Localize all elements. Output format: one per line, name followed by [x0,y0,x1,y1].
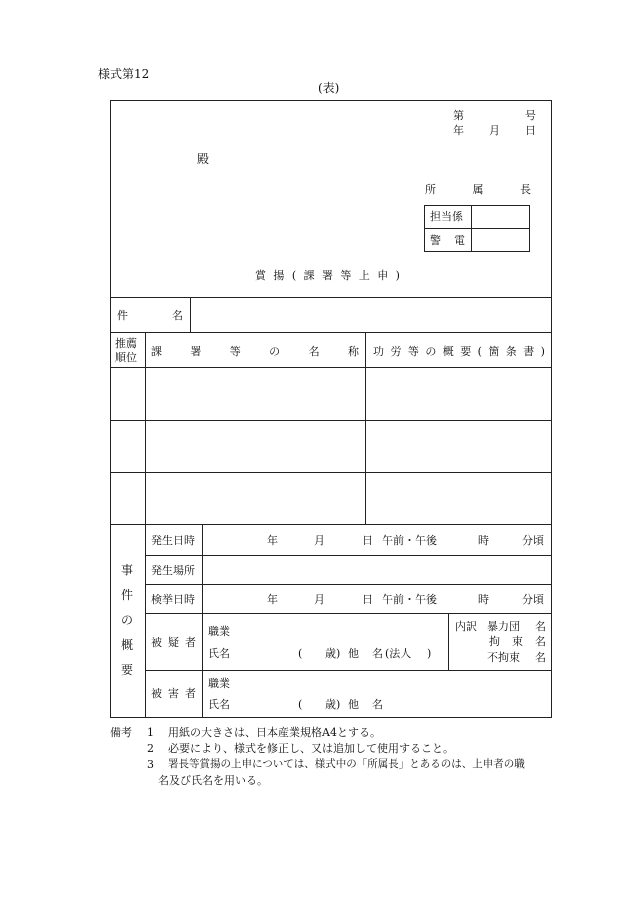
summary-header-char: ( [477,345,482,358]
occurrence-month: 月 [314,534,325,547]
suspect-char: 疑 [168,636,179,649]
breakdown-char: 拘 [489,635,500,648]
affiliation-char: 長 [520,183,531,196]
number-suffix: 号 [525,109,536,122]
form-title [255,270,400,281]
occurrence-hour: 時 [478,534,489,547]
name-header-char: 署 [190,345,202,358]
summary-header-char: 書 [523,345,535,358]
affiliation-char: 所 [425,183,436,196]
rule-header-bottom [110,297,552,298]
summary-header-char: の [425,345,437,358]
name-header-char: の [269,345,281,358]
arrest-year: 年 [267,593,278,606]
title-char: ( [291,269,297,282]
rule-table-header-bottom [110,367,552,368]
name-header-char: 称 [347,345,359,358]
name-header-char: 名 [308,345,320,358]
breakdown-gang [487,621,546,632]
occurrence-year: 年 [267,534,278,547]
note-2-number: 2 [147,742,154,755]
note-2-text: 必要により、様式を修正し、又は追加して使用すること。 [168,742,454,755]
breakdown-gang-unit: 名 [535,620,546,633]
summary-header-char: 条 [505,345,517,358]
rule-case-divider [190,297,191,332]
arrest-hour: 時 [478,593,489,606]
victim-char: 被 [151,687,162,700]
suspect-age-open: ( [298,647,303,660]
victim-char: 害 [168,687,179,700]
occurrence-label: 発生日時 [151,534,195,547]
rule-summary-divider [365,332,366,524]
incident-label-char-5: 要 [121,663,134,677]
summary-header-char: 箇 [488,345,500,358]
arrest-label: 検挙日時 [151,593,195,606]
incident-label-char-4: 概 [121,638,134,652]
rank-header-line2: 順位 [115,351,137,364]
note-3-text: 署長等賞揚の上申については、様式中の「所属長」とあるのは、上申者の職 [168,758,525,770]
victim-label [151,688,196,699]
location-label: 発生場所 [151,564,195,577]
incident-label-char-2: 件 [121,588,134,602]
summary-header-char: ) [540,345,545,358]
date-day: 日 [525,124,536,137]
title-char: 申 [377,269,389,282]
name-header [151,346,359,357]
title-char: 署 [321,269,333,282]
victim-occupation-label: 職業 [208,677,230,690]
suspect-char: 被 [151,636,162,649]
arrest-day: 日 [362,593,373,606]
name-header-char: 等 [229,345,241,358]
breakdown-not-detained [487,652,546,663]
victim-age-close: 歳) [325,698,341,711]
rule-arrest-bottom [145,613,552,614]
suspect-corp-close: ) [427,647,432,660]
victim-char: 者 [185,687,196,700]
contact-box-divider [471,205,472,252]
title-char: 上 [358,269,370,282]
summary-header-char: 労 [390,345,402,358]
summary-header-char: 要 [460,345,472,358]
title-char: 等 [340,269,352,282]
name-header-char: 課 [151,345,162,358]
contact-phone-char: 電 [454,234,465,247]
suspect-label [151,637,196,648]
notes-label: 備考 [110,726,132,739]
rank-header-line1: 推薦 [115,337,137,350]
side-label: (表) [318,81,340,95]
note-3-continuation: 名及び氏名を用いる。 [158,774,268,787]
incident-label-char-1: 事 [121,563,134,577]
rule-row3-bottom [110,524,552,525]
contact-label-phone [430,235,465,246]
title-char: ) [395,269,400,282]
number-prefix: 第 [453,109,464,122]
contact-phone-char: 警 [430,234,441,247]
summary-header [373,346,545,357]
summary-header-char: 概 [442,345,454,358]
case-name-label [117,310,183,321]
breakdown-not-detained-unit: 名 [535,651,546,664]
victim-name-label: 氏名 [208,698,230,711]
suspect-others: 他 [348,647,359,660]
suspect-corp: (法人 [385,647,412,660]
case-name-char: 名 [172,309,183,322]
arrest-ampm: 午前・午後 [382,593,437,606]
title-char: 賞 [255,269,266,282]
summary-header-char: 功 [373,345,384,358]
rule-suspect-bottom [145,670,552,671]
note-1-text: 用紙の大きさは、日本産業規格A4とする。 [168,726,381,739]
contact-label-staff: 担当係 [430,210,463,223]
breakdown-label: 内訳 [455,620,477,633]
title-char: 課 [303,269,315,282]
occurrence-day: 日 [362,534,373,547]
note-1-number: 1 [147,726,154,739]
rule-breakdown-divider [448,613,449,670]
date-month: 月 [489,124,500,137]
incident-label-char-3: の [121,613,134,627]
breakdown-not-detained-label: 不拘束 [487,651,520,664]
rule-row2-bottom [110,472,552,473]
victim-count-unit: 名 [372,698,383,711]
occurrence-ampm: 午前・午後 [382,534,437,547]
number-line [453,110,536,121]
suspect-occupation-label: 職業 [208,625,230,638]
rule-location-bottom [145,584,552,585]
date-year: 年 [453,124,464,137]
suspect-name-label: 氏名 [208,647,230,660]
contact-box-rule [424,228,530,229]
rule-occurrence-bottom [145,555,552,556]
breakdown-char: 束 [512,635,523,648]
addressee: 殿 [197,152,210,166]
arrest-month: 月 [314,593,325,606]
rule-case-bottom [110,332,552,333]
breakdown-char: 名 [535,635,546,648]
rule-incident-label-divider [202,524,203,718]
occurrence-minute: 分頃 [522,534,544,547]
suspect-count-unit: 名 [372,647,383,660]
note-3-number: 3 [147,758,154,771]
breakdown-gang-label: 暴力団 [487,620,520,633]
affiliation-char: 属 [472,183,484,196]
suspect-char: 者 [185,636,196,649]
arrest-minute: 分頃 [522,593,544,606]
affiliation-head [425,184,531,195]
victim-others: 他 [348,698,359,711]
case-name-char: 件 [117,309,128,322]
rule-left-column [145,332,146,718]
summary-header-char: 等 [407,345,419,358]
suspect-age-close: 歳) [325,647,341,660]
breakdown-detained [489,636,546,647]
date-line [453,125,536,136]
victim-age-open: ( [298,698,303,711]
form-number: 様式第12 [98,67,150,81]
rule-row1-bottom [110,420,552,421]
title-char: 揚 [273,269,285,282]
